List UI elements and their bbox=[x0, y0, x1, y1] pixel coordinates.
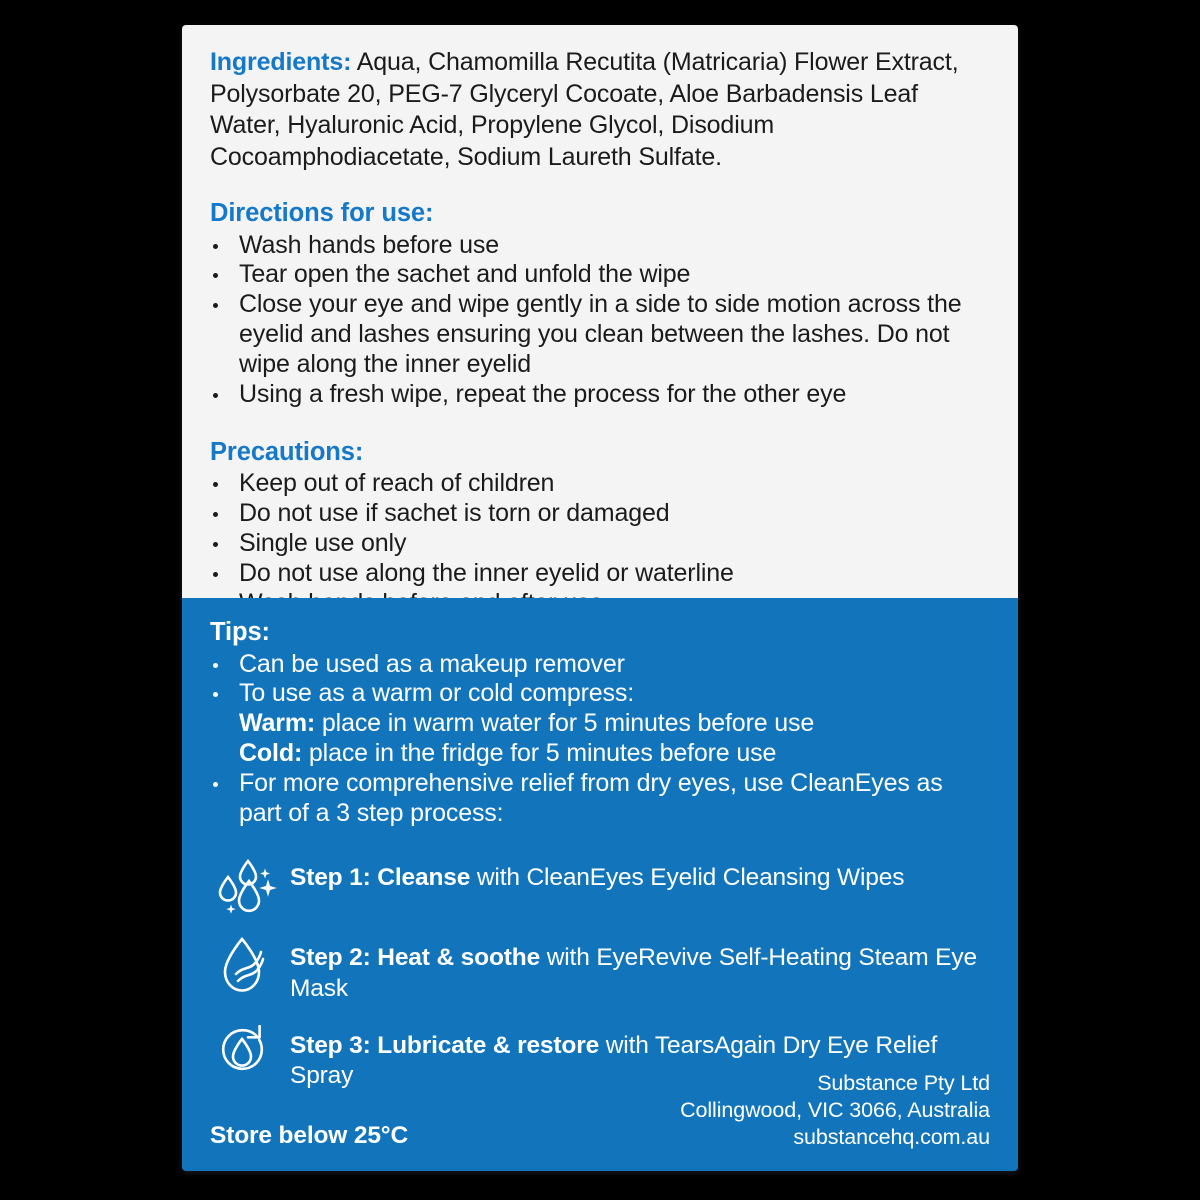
storage-instruction: Store below 25°C bbox=[210, 1122, 409, 1149]
packaging-footer bbox=[210, 1070, 990, 1151]
tips-cold-line bbox=[239, 739, 990, 769]
precautions-heading: Precautions: bbox=[210, 437, 364, 466]
company-name: Substance Pty Ltd bbox=[817, 1070, 990, 1095]
company-details bbox=[680, 1070, 990, 1151]
three-step-process bbox=[210, 855, 990, 1092]
list-item: Keep out of reach of children bbox=[210, 469, 990, 499]
precautions-list bbox=[210, 469, 990, 618]
product-packaging-panel bbox=[182, 25, 1018, 1171]
step-1-rest: with CleanEyes Eyelid Cleansing Wipes bbox=[470, 863, 905, 891]
step-2-text bbox=[290, 935, 990, 1005]
instructions-white-panel bbox=[182, 25, 1018, 598]
droplet-steam-icon bbox=[210, 935, 284, 997]
list-item: Wash hands before use bbox=[210, 231, 990, 261]
ingredients-text: Aqua, Chamomilla Recutita (Matricaria) Flower Extract, Polysorbate 20, PEG-7 Glyceryl Cocoate, Aloe Barbadensis Leaf Water, Hyaluronic Acid, Propylene Glycol, Disodium Cocoamphodiacetate, Sodium Laureth Sulfate. bbox=[210, 48, 959, 171]
tips-blue-panel bbox=[182, 598, 1018, 1171]
list-item: Using a fresh wipe, repeat the process for the other eye bbox=[210, 380, 990, 410]
step-1-text bbox=[290, 855, 904, 894]
step-2-row bbox=[210, 935, 990, 1005]
step-3-rest: with TearsAgain Dry Eye Relief Spray bbox=[290, 1031, 938, 1090]
ingredients-paragraph bbox=[210, 47, 990, 173]
directions-heading: Directions for use: bbox=[210, 199, 434, 227]
step-2-bold: Step 2: Heat & soothe bbox=[290, 943, 541, 971]
list-item: Single use only bbox=[210, 529, 990, 559]
company-website: substancehq.com.au bbox=[793, 1124, 990, 1149]
list-item: Tear open the sachet and unfold the wipe bbox=[210, 260, 990, 290]
water-droplets-sparkle-icon bbox=[210, 855, 284, 917]
step-2-rest: with EyeRevive Self-Heating Steam Eye Mask bbox=[290, 943, 977, 1002]
list-item: For more comprehensive relief from dry eyes, use CleanEyes as part of a 3 step process: bbox=[210, 769, 990, 829]
ingredients-section bbox=[210, 47, 990, 173]
company-address: Collingwood, VIC 3066, Australia bbox=[680, 1097, 990, 1122]
list-item: Can be used as a makeup remover bbox=[210, 650, 990, 680]
step-1-bold: Step 1: Cleanse bbox=[290, 863, 471, 891]
warm-label: Warm: bbox=[239, 709, 316, 738]
cold-label: Cold: bbox=[239, 739, 303, 768]
list-item: Do not use along the inner eyelid or waterline bbox=[210, 559, 990, 589]
ingredients-heading: Ingredients: bbox=[210, 48, 352, 76]
directions-list bbox=[210, 231, 990, 410]
cold-text: place in the fridge for 5 minutes before use bbox=[302, 739, 777, 768]
tips-compress-intro: To use as a warm or cold compress: bbox=[239, 679, 635, 708]
list-item: Do not use if sachet is torn or damaged bbox=[210, 499, 990, 529]
directions-section bbox=[210, 199, 990, 410]
list-item: Close your eye and wipe gently in a side to side motion across the eyelid and lashes ensuring you clean between the lashes. Do not wipe along the inner eyelid bbox=[210, 290, 990, 380]
precautions-section bbox=[210, 438, 990, 619]
step-1-row bbox=[210, 855, 990, 917]
list-item bbox=[210, 679, 990, 769]
step-3-bold: Step 3: Lubricate & restore bbox=[290, 1031, 600, 1059]
tips-warm-line bbox=[239, 709, 990, 739]
warm-text: place in warm water for 5 minutes before use bbox=[315, 709, 815, 738]
tips-heading: Tips: bbox=[210, 618, 270, 646]
tips-list bbox=[210, 650, 990, 829]
